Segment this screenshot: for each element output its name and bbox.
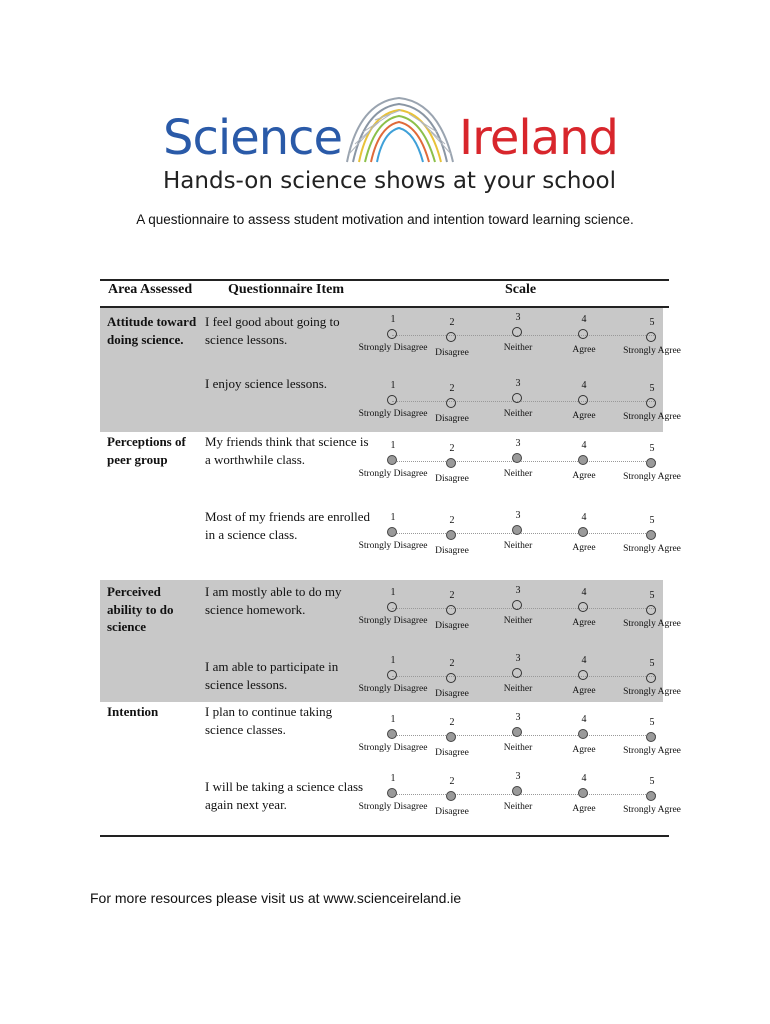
- scale-number: 2: [449, 590, 455, 601]
- scale-number: 5: [649, 383, 655, 394]
- scale-label: Strongly Disagree: [358, 541, 428, 551]
- radio-circle-icon[interactable]: [446, 791, 456, 801]
- scale-number: 1: [390, 380, 396, 391]
- scale-number: 3: [515, 312, 521, 323]
- header-area-assessed: Area Assessed: [108, 282, 193, 297]
- scale-label: Strongly Disagree: [358, 469, 428, 479]
- item-friends-enrolled: Most of my friends are enrolled in a science class.: [205, 509, 370, 542]
- scale-label: Strongly Agree: [623, 412, 681, 422]
- scale-dotted-line: [392, 533, 656, 534]
- scale-number: 2: [449, 776, 455, 787]
- radio-circle-icon[interactable]: [446, 732, 456, 742]
- item-feel-good: I feel good about going to science lessons.: [205, 314, 340, 347]
- likert-scale-row: [360, 587, 680, 657]
- scale-label: Disagree: [435, 621, 469, 631]
- scale-label: Agree: [572, 471, 596, 481]
- radio-circle-icon[interactable]: [646, 332, 656, 342]
- radio-circle-icon[interactable]: [446, 605, 456, 615]
- radio-circle-icon[interactable]: [512, 327, 522, 337]
- scale-number: 5: [649, 590, 655, 601]
- radio-circle-icon[interactable]: [446, 398, 456, 408]
- page-subtitle: A questionnaire to assess student motivation and intention toward learning science.: [136, 212, 634, 227]
- area-attitude: Attitude toward doing science.: [107, 314, 197, 347]
- scale-number: 3: [515, 771, 521, 782]
- radio-circle-icon[interactable]: [387, 602, 397, 612]
- scale-number: 3: [515, 378, 521, 389]
- scale-number: 4: [581, 773, 587, 784]
- scale-number: 4: [581, 440, 587, 451]
- scale-label: Strongly Agree: [623, 472, 681, 482]
- radio-circle-icon[interactable]: [446, 530, 456, 540]
- radio-circle-icon[interactable]: [578, 329, 588, 339]
- scale-label: Agree: [572, 543, 596, 553]
- scale-number: 5: [649, 776, 655, 787]
- scale-number: 4: [581, 380, 587, 391]
- radio-circle-icon[interactable]: [646, 732, 656, 742]
- scale-dotted-line: [392, 335, 656, 336]
- science-ireland-logo: [163, 92, 619, 202]
- radio-circle-icon[interactable]: [512, 525, 522, 535]
- radio-circle-icon[interactable]: [512, 393, 522, 403]
- table-bottom-rule: [100, 835, 669, 837]
- scale-number: 1: [390, 440, 396, 451]
- scale-number: 5: [649, 717, 655, 728]
- radio-circle-icon[interactable]: [578, 455, 588, 465]
- scale-number: 2: [449, 658, 455, 669]
- radio-circle-icon[interactable]: [512, 786, 522, 796]
- scale-label: Strongly Agree: [623, 544, 681, 554]
- radio-circle-icon[interactable]: [446, 673, 456, 683]
- scale-number: 5: [649, 515, 655, 526]
- scale-label: Strongly Disagree: [358, 802, 428, 812]
- scale-dotted-line: [392, 608, 656, 609]
- likert-scale-row: [360, 440, 680, 510]
- scale-number: 4: [581, 587, 587, 598]
- scale-number: 2: [449, 443, 455, 454]
- scale-number: 3: [515, 712, 521, 723]
- scale-label: Agree: [572, 686, 596, 696]
- scale-number: 4: [581, 655, 587, 666]
- scale-number: 4: [581, 512, 587, 523]
- scale-number: 5: [649, 658, 655, 669]
- scale-number: 1: [390, 773, 396, 784]
- scale-label: Disagree: [435, 807, 469, 817]
- scale-label: Neither: [503, 343, 533, 353]
- radio-circle-icon[interactable]: [646, 458, 656, 468]
- scale-number: 4: [581, 714, 587, 725]
- radio-circle-icon[interactable]: [512, 453, 522, 463]
- radio-circle-icon[interactable]: [512, 727, 522, 737]
- item-homework: I am mostly able to do my science homework.: [205, 584, 342, 617]
- scale-label: Neither: [503, 616, 533, 626]
- item-enjoy: I enjoy science lessons.: [205, 376, 328, 391]
- scale-number: 3: [515, 653, 521, 664]
- scale-label: Strongly Disagree: [358, 616, 428, 626]
- scale-label: Strongly Agree: [623, 619, 681, 629]
- radio-circle-icon[interactable]: [578, 788, 588, 798]
- scale-label: Disagree: [435, 474, 469, 484]
- radio-circle-icon[interactable]: [578, 602, 588, 612]
- scale-label: Agree: [572, 618, 596, 628]
- scale-label: Strongly Agree: [623, 687, 681, 697]
- scale-number: 5: [649, 317, 655, 328]
- radio-circle-icon[interactable]: [646, 605, 656, 615]
- scale-label: Agree: [572, 804, 596, 814]
- scale-number: 2: [449, 383, 455, 394]
- logo-ireland-word: Ireland: [459, 110, 619, 166]
- scale-number: 2: [449, 317, 455, 328]
- radio-circle-icon[interactable]: [387, 329, 397, 339]
- scale-dotted-line: [392, 735, 656, 736]
- likert-scale-row: [360, 314, 680, 384]
- header-scale: Scale: [505, 282, 537, 297]
- item-participate: I am able to participate in science lessons.: [205, 659, 339, 692]
- footer-resources: For more resources please visit us at www.scienceireland.ie: [90, 890, 462, 906]
- logo-tagline: Hands-on science shows at your school: [163, 168, 617, 194]
- scale-label: Strongly Disagree: [358, 409, 428, 419]
- radio-circle-icon[interactable]: [578, 395, 588, 405]
- scale-number: 4: [581, 314, 587, 325]
- radio-circle-icon[interactable]: [387, 670, 397, 680]
- scale-dotted-line: [392, 401, 656, 402]
- likert-scale-row: [360, 512, 680, 582]
- logo-science-word: Science: [163, 110, 343, 166]
- area-perceived-ability: Perceived ability to do science: [107, 584, 174, 634]
- item-continue-classes: I plan to continue taking science classes.: [205, 704, 333, 737]
- radio-circle-icon[interactable]: [387, 455, 397, 465]
- scale-label: Strongly Disagree: [358, 343, 428, 353]
- radio-circle-icon[interactable]: [578, 729, 588, 739]
- radio-circle-icon[interactable]: [446, 458, 456, 468]
- radio-circle-icon[interactable]: [387, 788, 397, 798]
- item-friends-worthwhile: My friends think that science is a worthwhile class.: [205, 434, 369, 467]
- scale-label: Disagree: [435, 414, 469, 424]
- scale-label: Disagree: [435, 748, 469, 758]
- header-questionnaire-item: Questionnaire Item: [228, 282, 345, 297]
- scale-number: 2: [449, 717, 455, 728]
- scale-label: Neither: [503, 409, 533, 419]
- scale-label: Neither: [503, 802, 533, 812]
- table-top-rule: [100, 279, 669, 281]
- scale-label: Disagree: [435, 546, 469, 556]
- slinky-icon: [339, 92, 461, 166]
- radio-circle-icon[interactable]: [512, 600, 522, 610]
- scale-number: 5: [649, 443, 655, 454]
- likert-scale-row: [360, 773, 680, 843]
- area-peer-group: Perceptions of peer group: [107, 434, 186, 467]
- scale-label: Agree: [572, 411, 596, 421]
- radio-circle-icon[interactable]: [387, 527, 397, 537]
- scale-label: Strongly Agree: [623, 805, 681, 815]
- radio-circle-icon[interactable]: [446, 332, 456, 342]
- scale-label: Disagree: [435, 348, 469, 358]
- radio-circle-icon[interactable]: [387, 729, 397, 739]
- scale-number: 3: [515, 585, 521, 596]
- scale-label: Strongly Agree: [623, 346, 681, 356]
- scale-number: 3: [515, 438, 521, 449]
- scale-number: 3: [515, 510, 521, 521]
- scale-number: 1: [390, 714, 396, 725]
- scale-number: 1: [390, 655, 396, 666]
- scale-label: Neither: [503, 469, 533, 479]
- scale-dotted-line: [392, 676, 656, 677]
- radio-circle-icon[interactable]: [646, 398, 656, 408]
- item-class-next-year: I will be taking a science class again next year.: [205, 779, 364, 812]
- scale-label: Agree: [572, 745, 596, 755]
- scale-dotted-line: [392, 794, 656, 795]
- radio-circle-icon[interactable]: [578, 670, 588, 680]
- radio-circle-icon[interactable]: [578, 527, 588, 537]
- scale-number: 1: [390, 512, 396, 523]
- scale-label: Strongly Disagree: [358, 743, 428, 753]
- scale-label: Agree: [572, 345, 596, 355]
- area-intention: Intention: [107, 704, 159, 719]
- radio-circle-icon[interactable]: [646, 673, 656, 683]
- scale-label: Neither: [503, 541, 533, 551]
- radio-circle-icon[interactable]: [387, 395, 397, 405]
- scale-number: 1: [390, 314, 396, 325]
- radio-circle-icon[interactable]: [646, 530, 656, 540]
- radio-circle-icon[interactable]: [512, 668, 522, 678]
- scale-number: 1: [390, 587, 396, 598]
- scale-dotted-line: [392, 461, 656, 462]
- radio-circle-icon[interactable]: [646, 791, 656, 801]
- scale-label: Strongly Disagree: [358, 684, 428, 694]
- scale-number: 2: [449, 515, 455, 526]
- scale-label: Neither: [503, 743, 533, 753]
- scale-label: Disagree: [435, 689, 469, 699]
- scale-label: Neither: [503, 684, 533, 694]
- scale-label: Strongly Agree: [623, 746, 681, 756]
